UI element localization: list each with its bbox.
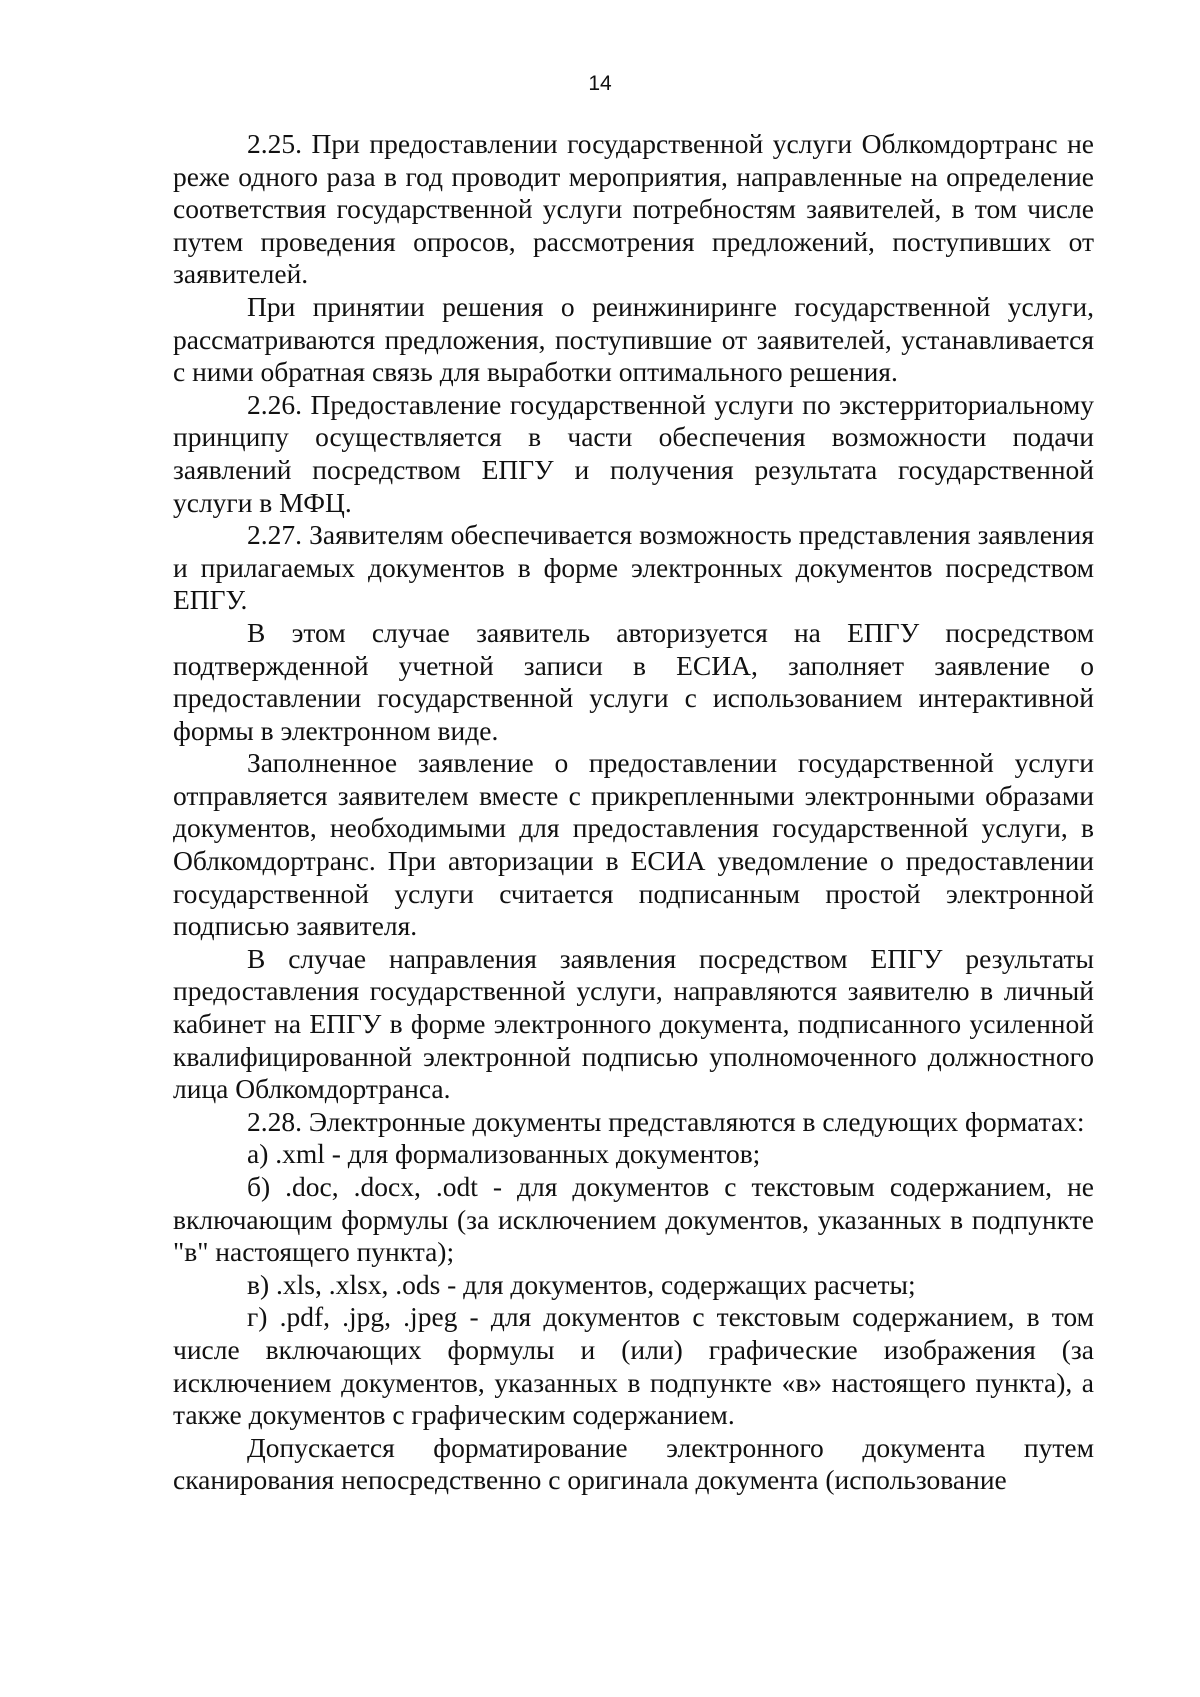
paragraph-2-27: 2.27. Заявителям обеспечивается возможность представления заявления и прилагаемых документов в форме электронных документов посредством ЕПГУ. [173,519,1094,616]
paragraph-2-28: 2.28. Электронные документы представляются в следующих форматах: [247,1105,1085,1137]
list-item-a-xml: а) .xml - для формализованных документов; [247,1138,761,1170]
list-item-b-doc: б) .doc, .docx, .odt - для документов с текстовым содержанием, не включающим формулы (за исключением документов, указанных в подпункте "в" настоящего пункта); [173,1171,1094,1268]
list-item-g-pdf: г) .pdf, .jpg, .jpeg - для документов с текстовым содержанием, в том числе включающих формулы и (или) графические изображения (за исключением документов, указанных в подпункте «в» настоящего пункта), а также документов с графическим содержанием. [173,1301,1094,1431]
document-body [173,128,1094,1497]
paragraph-epgu-results: В случае направления заявления посредством ЕПГУ результаты предоставления государственной услуги, направляются заявителю в личный кабинет на ЕПГУ в форме электронного документа, подписанного усиленной квалифицированной электронной подписью уполномоченного должностного лица Облкомдортранса. [173,942,1094,1105]
paragraph-2-26: 2.26. Предоставление государственной услуги по экстерриториальному принципу осуществляется в части обеспечения возможности подачи заявлений посредством ЕПГУ и получения результата государственной услуги в МФЦ. [173,388,1094,518]
paragraph-completed-application: Заполненное заявление о предоставлении государственной услуги отправляется заявителем вместе с прикрепленными электронными образами документов, необходимыми для предоставления государственной услуги, в Облкомдортранс. При авторизации в ЕСИА уведомление о предоставлении государственной услуги считается подписанным простой электронной подписью заявителя. [173,747,1094,942]
paragraph-scanning: Допускается форматирование электронного документа путем сканирования непосредственно с оригинала документа (использование [173,1431,1094,1496]
page-number: 14 [588,72,612,95]
paragraph-reengineering: При принятии решения о реинжиниринге государственной услуги, рассматриваются предложения, поступившие от заявителей, устанавливается с ними обратная связь для выработки оптимального решения. [173,290,1094,388]
paragraph-esia-auth: В этом случае заявитель авторизуется на ЕПГУ посредством подтвержденной учетной записи в ЕСИА, заполняет заявление о предоставлении государственной услуги с использованием интерактивной формы в электронном виде. [173,616,1094,746]
paragraph-2-25: 2.25. При предоставлении государственной услуги Облкомдортранс не реже одного раза в год проводит мероприятия, направленные на определение соответствия государственной услуги потребностям заявителей, в том числе путем проведения опросов, рассмотрения предложений, поступивших от заявителей. [173,128,1094,290]
list-item-v-xls: в) .xls, .xlsx, .ods - для документов, содержащих расчеты; [247,1268,916,1300]
